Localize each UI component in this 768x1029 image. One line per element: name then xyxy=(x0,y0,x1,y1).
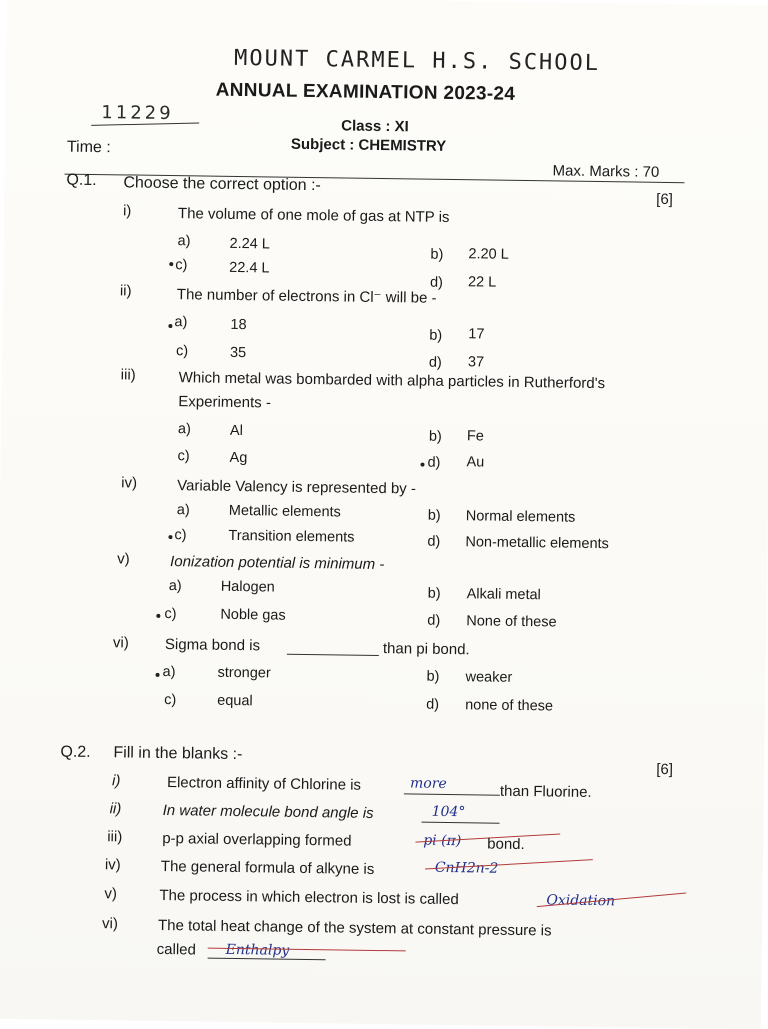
exam-title: ANNUAL EXAMINATION 2023-24 xyxy=(215,79,516,105)
q1-v-number: v) xyxy=(117,550,130,568)
q1-iii-c-label: c) xyxy=(177,448,190,465)
q1-v-b-label: b) xyxy=(427,585,441,602)
q1-ii-text: The number of electrons in Cl⁻ will be - xyxy=(176,286,437,307)
q1-i-b-label: b) xyxy=(430,246,444,263)
q1-iv-number: iv) xyxy=(121,474,138,492)
answer-mark-dot xyxy=(169,262,173,266)
q1-iii-b-value: Fe xyxy=(466,428,484,445)
q1-vi-d-label: d) xyxy=(426,696,440,713)
q1-vi-d-value: none of these xyxy=(465,697,554,715)
q1-vi-b-label: b) xyxy=(426,668,440,685)
q1-iii-d-value: Au xyxy=(466,454,485,471)
q1-ii-d-value: 37 xyxy=(467,354,485,371)
q2-ii-number: ii) xyxy=(109,800,122,818)
q1-ii-a-value: 18 xyxy=(230,316,247,334)
q1-vi-text-b: than pi bond. xyxy=(382,640,470,659)
answer-mark-dot xyxy=(168,324,172,328)
q1-iii-a-label: a) xyxy=(177,421,191,438)
q1-ii-b-label: b) xyxy=(429,327,443,344)
q2-v-number: v) xyxy=(104,885,118,903)
blank-line xyxy=(421,822,499,824)
q1-iv-text: Variable Valency is represented by - xyxy=(177,477,417,498)
q1-i-b-value: 2.20 L xyxy=(468,246,509,263)
q1-i-number: i) xyxy=(122,202,132,220)
q2-iv-answer: CnH2n-2 xyxy=(434,859,499,877)
q1-v-a-label: a) xyxy=(168,578,182,595)
answer-mark-dot xyxy=(156,673,160,677)
q1-v-c-value: Noble gas xyxy=(220,606,286,624)
time-label: Time : xyxy=(66,138,111,157)
q1-iii-c-value: Ag xyxy=(229,449,248,467)
school-name: MOUNT CARMEL H.S. SCHOOL xyxy=(233,45,601,77)
q1-ii-c-label: c) xyxy=(175,343,189,360)
q2-title: Fill in the blanks :- xyxy=(113,744,243,764)
q1-i-c-value: 22.4 L xyxy=(229,259,270,277)
q1-v-a-value: Halogen xyxy=(220,578,275,596)
q1-iii-b-label: b) xyxy=(428,428,442,445)
q1-vi-c-value: equal xyxy=(217,692,253,710)
q1-i-d-label: d) xyxy=(429,274,444,291)
q1-iii-number: iii) xyxy=(120,366,136,384)
q2-i-number: i) xyxy=(111,772,121,790)
q1-iii-d-label: d) xyxy=(427,454,441,471)
q1-iv-a-value: Metallic elements xyxy=(228,502,341,521)
q1-v-text: Ionization potential is minimum - xyxy=(170,553,385,574)
answer-mark-dot xyxy=(168,535,172,539)
q2-vi-text-a: The total heat change of the system at constant pressure is xyxy=(157,916,552,940)
q1-iv-d-label: d) xyxy=(427,533,441,550)
q2-ii-answer: 104° xyxy=(431,803,466,821)
q1-v-d-value: None of these xyxy=(466,613,557,631)
blank-line xyxy=(404,793,500,795)
q1-i-c-label: c) xyxy=(175,257,188,274)
q1-iii-a-value: Al xyxy=(229,422,243,440)
q1-ii-number: ii) xyxy=(119,282,132,300)
q2-i-text-a: Electron affinity of Chlorine is xyxy=(166,774,362,794)
q1-ii-c-value: 35 xyxy=(229,344,247,362)
answer-mark-dot xyxy=(420,463,424,467)
q1-v-b-value: Alkali metal xyxy=(466,586,541,604)
blank-line xyxy=(287,654,379,656)
q1-i-text: The volume of one mole of gas at NTP is xyxy=(177,205,450,226)
q1-iv-b-label: b) xyxy=(427,507,441,524)
q1-i-a-label: a) xyxy=(177,233,191,250)
q2-vi-answer: Enthalpy xyxy=(225,941,290,959)
q2-iv-number: iv) xyxy=(104,856,121,874)
class-label: Class : XI xyxy=(341,117,409,136)
q1-v-c-label: c) xyxy=(164,606,177,623)
q1-ii-a-label: a) xyxy=(174,314,188,331)
q1-i-a-value: 2.24 L xyxy=(229,235,270,253)
q2-iii-answer: pi (π) xyxy=(423,832,462,850)
q1-vi-a-value: stronger xyxy=(217,664,271,682)
q1-i-d-value: 22 L xyxy=(467,274,497,291)
q2-i-text-b: than Fluorine. xyxy=(499,782,592,801)
q2-marks: [6] xyxy=(656,760,674,779)
q1-marks: [6] xyxy=(656,190,674,209)
q1-iv-b-value: Normal elements xyxy=(465,508,576,526)
q1-vi-b-value: weaker xyxy=(465,669,513,686)
q1-iv-a-label: a) xyxy=(176,502,190,519)
q1-number: Q.1. xyxy=(66,171,97,190)
q1-vi-c-label: c) xyxy=(164,692,177,709)
blank-line xyxy=(208,958,326,961)
q1-iii-text: Which metal was bombarded with alpha particles in Rutherford's xyxy=(178,369,606,393)
q2-vi-number: vi) xyxy=(101,915,119,933)
q2-vi-text-c: called xyxy=(156,940,197,959)
q1-vi-number: vi) xyxy=(112,634,129,652)
q1-iv-d-value: Non-metallic elements xyxy=(465,534,609,553)
q2-iii-number: iii) xyxy=(107,828,123,846)
q1-v-d-label: d) xyxy=(427,612,441,629)
q1-vi-a-label: a) xyxy=(162,663,176,681)
q1-title: Choose the correct option :- xyxy=(123,174,321,195)
q2-iii-text-b: bond. xyxy=(487,835,525,854)
q2-v-answer: Oxidation xyxy=(546,892,616,910)
q1-iv-c-value: Transition elements xyxy=(228,527,355,546)
q1-ii-d-label: d) xyxy=(428,354,442,371)
q2-v-text-a: The process in which electron is lost is called xyxy=(159,886,459,909)
q2-iii-text-a: p-p axial overlapping formed xyxy=(162,829,352,850)
roll-number: 11229 xyxy=(101,102,174,125)
q2-number: Q.2. xyxy=(60,743,91,761)
q1-ii-b-value: 17 xyxy=(468,326,485,343)
answer-mark-dot xyxy=(156,614,160,618)
q2-iv-text-a: The general formula of alkyne is xyxy=(160,857,375,878)
q2-ii-text-a: In water molecule bond angle is xyxy=(162,801,374,822)
subject-label: Subject : CHEMISTRY xyxy=(290,135,447,155)
q1-iv-c-label: c) xyxy=(174,527,187,544)
q1-iii-text-cont: Experiments - xyxy=(178,393,271,412)
max-marks: Max. Marks : 70 xyxy=(552,162,660,181)
q1-vi-text-a: Sigma bond is xyxy=(164,636,261,655)
q2-i-answer: more xyxy=(409,775,447,792)
